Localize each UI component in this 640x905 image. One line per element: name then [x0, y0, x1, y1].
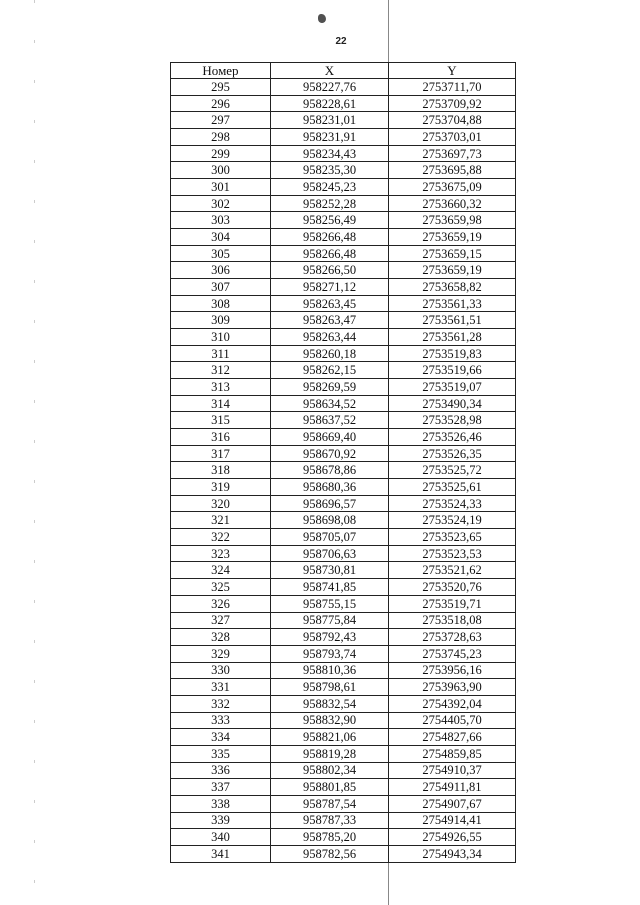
table-row: [171, 679, 516, 696]
cell-y: 2753524,33: [389, 495, 516, 512]
table-row: [171, 195, 516, 212]
cell-y: 2753561,51: [389, 312, 516, 329]
cell-y: 2753519,07: [389, 379, 516, 396]
coordinates-table: [170, 62, 516, 863]
cell-x: 958252,28: [271, 195, 389, 212]
cell-x: 958730,81: [271, 562, 389, 579]
cell-y: 2753524,19: [389, 512, 516, 529]
cell-y: 2753659,98: [389, 212, 516, 229]
header-row: [171, 63, 516, 79]
cell-y: 2753711,70: [389, 79, 516, 96]
cell-x: 958782,56: [271, 845, 389, 862]
table-row: [171, 812, 516, 829]
table-row: [171, 462, 516, 479]
cell-number: 341: [171, 845, 271, 862]
cell-number: 340: [171, 829, 271, 846]
cell-number: 302: [171, 195, 271, 212]
table-row: [171, 245, 516, 262]
cell-y: 2754914,41: [389, 812, 516, 829]
cell-x: 958231,01: [271, 112, 389, 129]
table-row: [171, 529, 516, 546]
table-row: [171, 112, 516, 129]
cell-x: 958785,20: [271, 829, 389, 846]
cell-y: 2754405,70: [389, 712, 516, 729]
table-row: [171, 695, 516, 712]
table-header: [171, 63, 516, 79]
cell-number: 339: [171, 812, 271, 829]
cell-x: 958669,40: [271, 429, 389, 446]
cell-number: 326: [171, 595, 271, 612]
table-row: [171, 379, 516, 396]
table-row: [171, 512, 516, 529]
cell-y: 2753525,72: [389, 462, 516, 479]
table-row: [171, 179, 516, 196]
cell-y: 2754859,85: [389, 745, 516, 762]
cell-x: 958775,84: [271, 612, 389, 629]
table-row: [171, 312, 516, 329]
cell-x: 958245,23: [271, 179, 389, 196]
table-row: [171, 429, 516, 446]
cell-number: 318: [171, 462, 271, 479]
cell-number: 316: [171, 429, 271, 446]
cell-y: 2753704,88: [389, 112, 516, 129]
cell-x: 958680,36: [271, 479, 389, 496]
cell-number: 309: [171, 312, 271, 329]
cell-x: 958741,85: [271, 579, 389, 596]
cell-number: 329: [171, 645, 271, 662]
cell-y: 2753675,09: [389, 179, 516, 196]
cell-x: 958263,47: [271, 312, 389, 329]
cell-y: 2754910,37: [389, 762, 516, 779]
header-y: Y: [389, 63, 516, 79]
cell-number: 331: [171, 679, 271, 696]
table-row: [171, 562, 516, 579]
cell-x: 958637,52: [271, 412, 389, 429]
cell-x: 958832,54: [271, 695, 389, 712]
cell-number: 322: [171, 529, 271, 546]
cell-x: 958819,28: [271, 745, 389, 762]
table-row: [171, 395, 516, 412]
cell-y: 2753695,88: [389, 162, 516, 179]
cell-y: 2753520,76: [389, 579, 516, 596]
table-row: [171, 262, 516, 279]
cell-x: 958234,43: [271, 145, 389, 162]
cell-y: 2753728,63: [389, 629, 516, 646]
cell-x: 958755,15: [271, 595, 389, 612]
cell-number: 324: [171, 562, 271, 579]
cell-y: 2754907,67: [389, 795, 516, 812]
cell-x: 958227,76: [271, 79, 389, 96]
cell-number: 299: [171, 145, 271, 162]
cell-x: 958821,06: [271, 729, 389, 746]
table-row: [171, 412, 516, 429]
cell-y: 2753745,23: [389, 645, 516, 662]
cell-y: 2754943,34: [389, 845, 516, 862]
table-row: [171, 79, 516, 96]
cell-y: 2753519,83: [389, 345, 516, 362]
cell-x: 958269,59: [271, 379, 389, 396]
cell-number: 311: [171, 345, 271, 362]
cell-y: 2754827,66: [389, 729, 516, 746]
cell-number: 305: [171, 245, 271, 262]
cell-number: 333: [171, 712, 271, 729]
cell-y: 2753709,92: [389, 95, 516, 112]
table-row: [171, 212, 516, 229]
cell-number: 332: [171, 695, 271, 712]
cell-number: 330: [171, 662, 271, 679]
table-row: [171, 495, 516, 512]
cell-x: 958260,18: [271, 345, 389, 362]
cell-number: 315: [171, 412, 271, 429]
cell-x: 958263,44: [271, 329, 389, 346]
cell-number: 303: [171, 212, 271, 229]
table-row: [171, 479, 516, 496]
cell-x: 958263,45: [271, 295, 389, 312]
cell-y: 2753519,66: [389, 362, 516, 379]
cell-x: 958802,34: [271, 762, 389, 779]
cell-y: 2753561,33: [389, 295, 516, 312]
table-row: [171, 279, 516, 296]
cell-y: 2753659,19: [389, 262, 516, 279]
cell-x: 958266,48: [271, 229, 389, 246]
cell-number: 321: [171, 512, 271, 529]
table-row: [171, 745, 516, 762]
cell-number: 337: [171, 779, 271, 796]
cell-number: 327: [171, 612, 271, 629]
cell-y: 2753519,71: [389, 595, 516, 612]
cell-y: 2753523,65: [389, 529, 516, 546]
table-row: [171, 712, 516, 729]
table-row: [171, 762, 516, 779]
cell-number: 319: [171, 479, 271, 496]
cell-number: 314: [171, 395, 271, 412]
cell-y: 2753697,73: [389, 145, 516, 162]
table-row: [171, 629, 516, 646]
cell-x: 958266,48: [271, 245, 389, 262]
table-row: [171, 779, 516, 796]
cell-x: 958705,07: [271, 529, 389, 546]
cell-y: 2753658,82: [389, 279, 516, 296]
cell-x: 958696,57: [271, 495, 389, 512]
cell-x: 958810,36: [271, 662, 389, 679]
cell-x: 958801,85: [271, 779, 389, 796]
header-number: Номер: [171, 63, 271, 79]
cell-y: 2753659,19: [389, 229, 516, 246]
cell-y: 2753525,61: [389, 479, 516, 496]
cell-x: 958678,86: [271, 462, 389, 479]
cell-number: 335: [171, 745, 271, 762]
cell-x: 958231,91: [271, 129, 389, 146]
cell-number: 323: [171, 545, 271, 562]
cell-number: 308: [171, 295, 271, 312]
table-row: [171, 645, 516, 662]
cell-y: 2753659,15: [389, 245, 516, 262]
table-row: [171, 595, 516, 612]
cell-number: 295: [171, 79, 271, 96]
cell-y: 2753526,46: [389, 429, 516, 446]
cell-number: 334: [171, 729, 271, 746]
cell-y: 2753526,35: [389, 445, 516, 462]
cell-number: 320: [171, 495, 271, 512]
cell-x: 958787,33: [271, 812, 389, 829]
cell-number: 298: [171, 129, 271, 146]
table-row: [171, 795, 516, 812]
cell-number: 312: [171, 362, 271, 379]
cell-x: 958793,74: [271, 645, 389, 662]
cell-y: 2753963,90: [389, 679, 516, 696]
cell-y: 2753660,32: [389, 195, 516, 212]
cell-number: 338: [171, 795, 271, 812]
table-row: [171, 345, 516, 362]
scan-edge-marks: [34, 0, 35, 905]
table-row: [171, 579, 516, 596]
header-x: X: [271, 63, 389, 79]
cell-y: 2753490,34: [389, 395, 516, 412]
cell-y: 2754926,55: [389, 829, 516, 846]
table-body: [171, 79, 516, 863]
table-row: [171, 729, 516, 746]
cell-y: 2753521,62: [389, 562, 516, 579]
cell-y: 2753956,16: [389, 662, 516, 679]
cell-x: 958787,54: [271, 795, 389, 812]
table-row: [171, 662, 516, 679]
cell-number: 306: [171, 262, 271, 279]
page-number: 22: [335, 36, 347, 47]
cell-number: 300: [171, 162, 271, 179]
cell-x: 958832,90: [271, 712, 389, 729]
table-row: [171, 445, 516, 462]
cell-y: 2753518,08: [389, 612, 516, 629]
table-row: [171, 229, 516, 246]
cell-x: 958706,63: [271, 545, 389, 562]
cell-x: 958670,92: [271, 445, 389, 462]
table-row: [171, 829, 516, 846]
cell-x: 958271,12: [271, 279, 389, 296]
cell-y: 2753528,98: [389, 412, 516, 429]
cell-number: 307: [171, 279, 271, 296]
cell-x: 958798,61: [271, 679, 389, 696]
cell-number: 304: [171, 229, 271, 246]
cell-x: 958228,61: [271, 95, 389, 112]
cell-number: 297: [171, 112, 271, 129]
cell-x: 958266,50: [271, 262, 389, 279]
cell-number: 296: [171, 95, 271, 112]
scan-smudge-mark: [318, 14, 326, 23]
cell-y: 2753561,28: [389, 329, 516, 346]
table-row: [171, 845, 516, 862]
cell-y: 2754392,04: [389, 695, 516, 712]
cell-number: 328: [171, 629, 271, 646]
cell-x: 958235,30: [271, 162, 389, 179]
table-row: [171, 362, 516, 379]
table-row: [171, 545, 516, 562]
table-row: [171, 295, 516, 312]
cell-y: 2753703,01: [389, 129, 516, 146]
cell-x: 958634,52: [271, 395, 389, 412]
cell-number: 317: [171, 445, 271, 462]
cell-number: 310: [171, 329, 271, 346]
cell-number: 336: [171, 762, 271, 779]
table-row: [171, 329, 516, 346]
cell-x: 958698,08: [271, 512, 389, 529]
cell-x: 958262,15: [271, 362, 389, 379]
cell-number: 325: [171, 579, 271, 596]
table-row: [171, 162, 516, 179]
cell-number: 313: [171, 379, 271, 396]
table-row: [171, 129, 516, 146]
table-row: [171, 145, 516, 162]
cell-x: 958256,49: [271, 212, 389, 229]
cell-y: 2754911,81: [389, 779, 516, 796]
table-row: [171, 612, 516, 629]
cell-number: 301: [171, 179, 271, 196]
table-row: [171, 95, 516, 112]
cell-y: 2753523,53: [389, 545, 516, 562]
cell-x: 958792,43: [271, 629, 389, 646]
